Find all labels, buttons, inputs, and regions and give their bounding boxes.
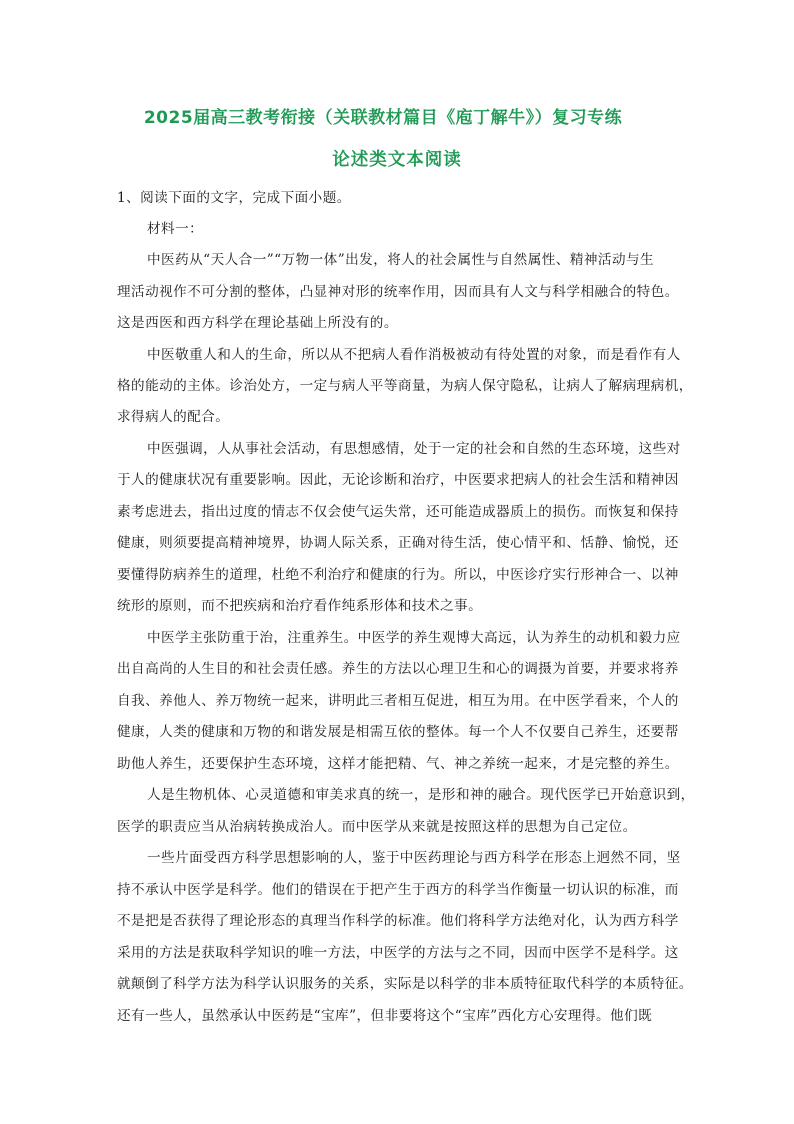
text-line: 统形的原则，而不把疾病和治疗看作纯系形体和技术之事。 [117, 598, 483, 614]
text-line: 中医敬重人和人的生命，所以从不把病人看作消极被动有待处置的对象，而是看作有人 [147, 347, 681, 363]
document-subtitle: 论述类文本阅读 [332, 150, 462, 170]
question-prompt: 1、阅读下面的文字，完成下面小题。 [117, 190, 351, 206]
document-title: 2025届高三教考衔接（关联教材篇目《庖丁解牛》）复习专练 [143, 108, 623, 128]
text-line: 健康，人类的健康和万物的和谐发展是相需互依的整体。每一个人不仅要自己养生，还要帮 [117, 724, 679, 740]
material-label: 材料一： [147, 221, 204, 237]
text-line: 医学的职责应当从治病转换成治人。而中医学从来就是按照这样的思想为自己定位。 [117, 819, 637, 835]
text-line: 还有一些人，虽然承认中医药是“宝库”，但非要将这个“宝库”西化方心安理得。他们既 [117, 1008, 653, 1024]
text-line: 要懂得防病养生的道理，杜绝不利治疗和健康的行为。所以，中医诊疗实行形神合一、以神 [117, 567, 679, 583]
text-line: 持不承认中医学是科学。他们的错误在于把产生于西方的科学当作衡量一切认识的标准，而 [117, 882, 679, 898]
text-line: 自我、养他人、养万物统一起来，讲明此三者相互促进，相互为用。在中医学看来，个人的 [117, 693, 679, 709]
text-line: 这是西医和西方科学在理论基础上所没有的。 [117, 315, 398, 331]
text-line: 格的能动的主体。诊治处方，一定与病人平等商量，为病人保守隐私，让病人了解病理病机， [117, 378, 693, 394]
text-line: 理活动视作不可分割的整体，凸显神对形的统率作用，因而具有人文与科学相融合的特色。 [117, 284, 679, 300]
text-line: 不是把是否获得了理论形态的真理当作科学的标准。他们将科学方法绝对化，认为西方科学 [117, 913, 679, 929]
text-line: 求得病人的配合。 [117, 409, 230, 425]
text-line: 素考虑进去，指出过度的情志不仅会使气运失常，还可能造成器质上的损伤。而恢复和保持 [117, 504, 679, 520]
text-line: 人是生物机体、心灵道德和审美求真的统一，是形和神的融合。现代医学已开始意识到， [147, 787, 695, 803]
text-line: 一些片面受西方科学思想影响的人，鉴于中医药理论与西方科学在形态上迥然不同，坚 [147, 850, 681, 866]
text-line: 于人的健康状况有重要影响。因此，无论诊断和治疗，中医要求把病人的社会生活和精神因 [117, 472, 679, 488]
text-line: 中医强调，人从事社会活动，有思想感情，处于一定的社会和自然的生态环境，这些对 [147, 441, 681, 457]
text-line: 中医学主张防重于治，注重养生。中医学的养生观博大高远，认为养生的动机和毅力应 [147, 630, 681, 646]
text-line: 出自高尚的人生目的和社会责任感。养生的方法以心理卫生和心的调摄为首要，并要求将养 [117, 661, 679, 677]
text-line: 中医药从“天人合一”“万物一体”出发，将人的社会属性与自然属性、精神活动与生 [147, 252, 655, 268]
text-line: 助他人养生，还要保护生态环境，这样才能把精、气、神之养统一起来，才是完整的养生。 [117, 756, 679, 772]
text-line: 就颠倒了科学方法为科学认识服务的关系，实际是以科学的非本质特征取代科学的本质特征。 [117, 976, 693, 992]
text-line: 采用的方法是获取科学知识的唯一方法，中医学的方法与之不同，因而中医学不是科学。这 [117, 945, 679, 961]
text-line: 健康，则须要提高精神境界，协调人际关系，正确对待生活，使心情平和、恬静、愉悦，还 [117, 535, 679, 551]
